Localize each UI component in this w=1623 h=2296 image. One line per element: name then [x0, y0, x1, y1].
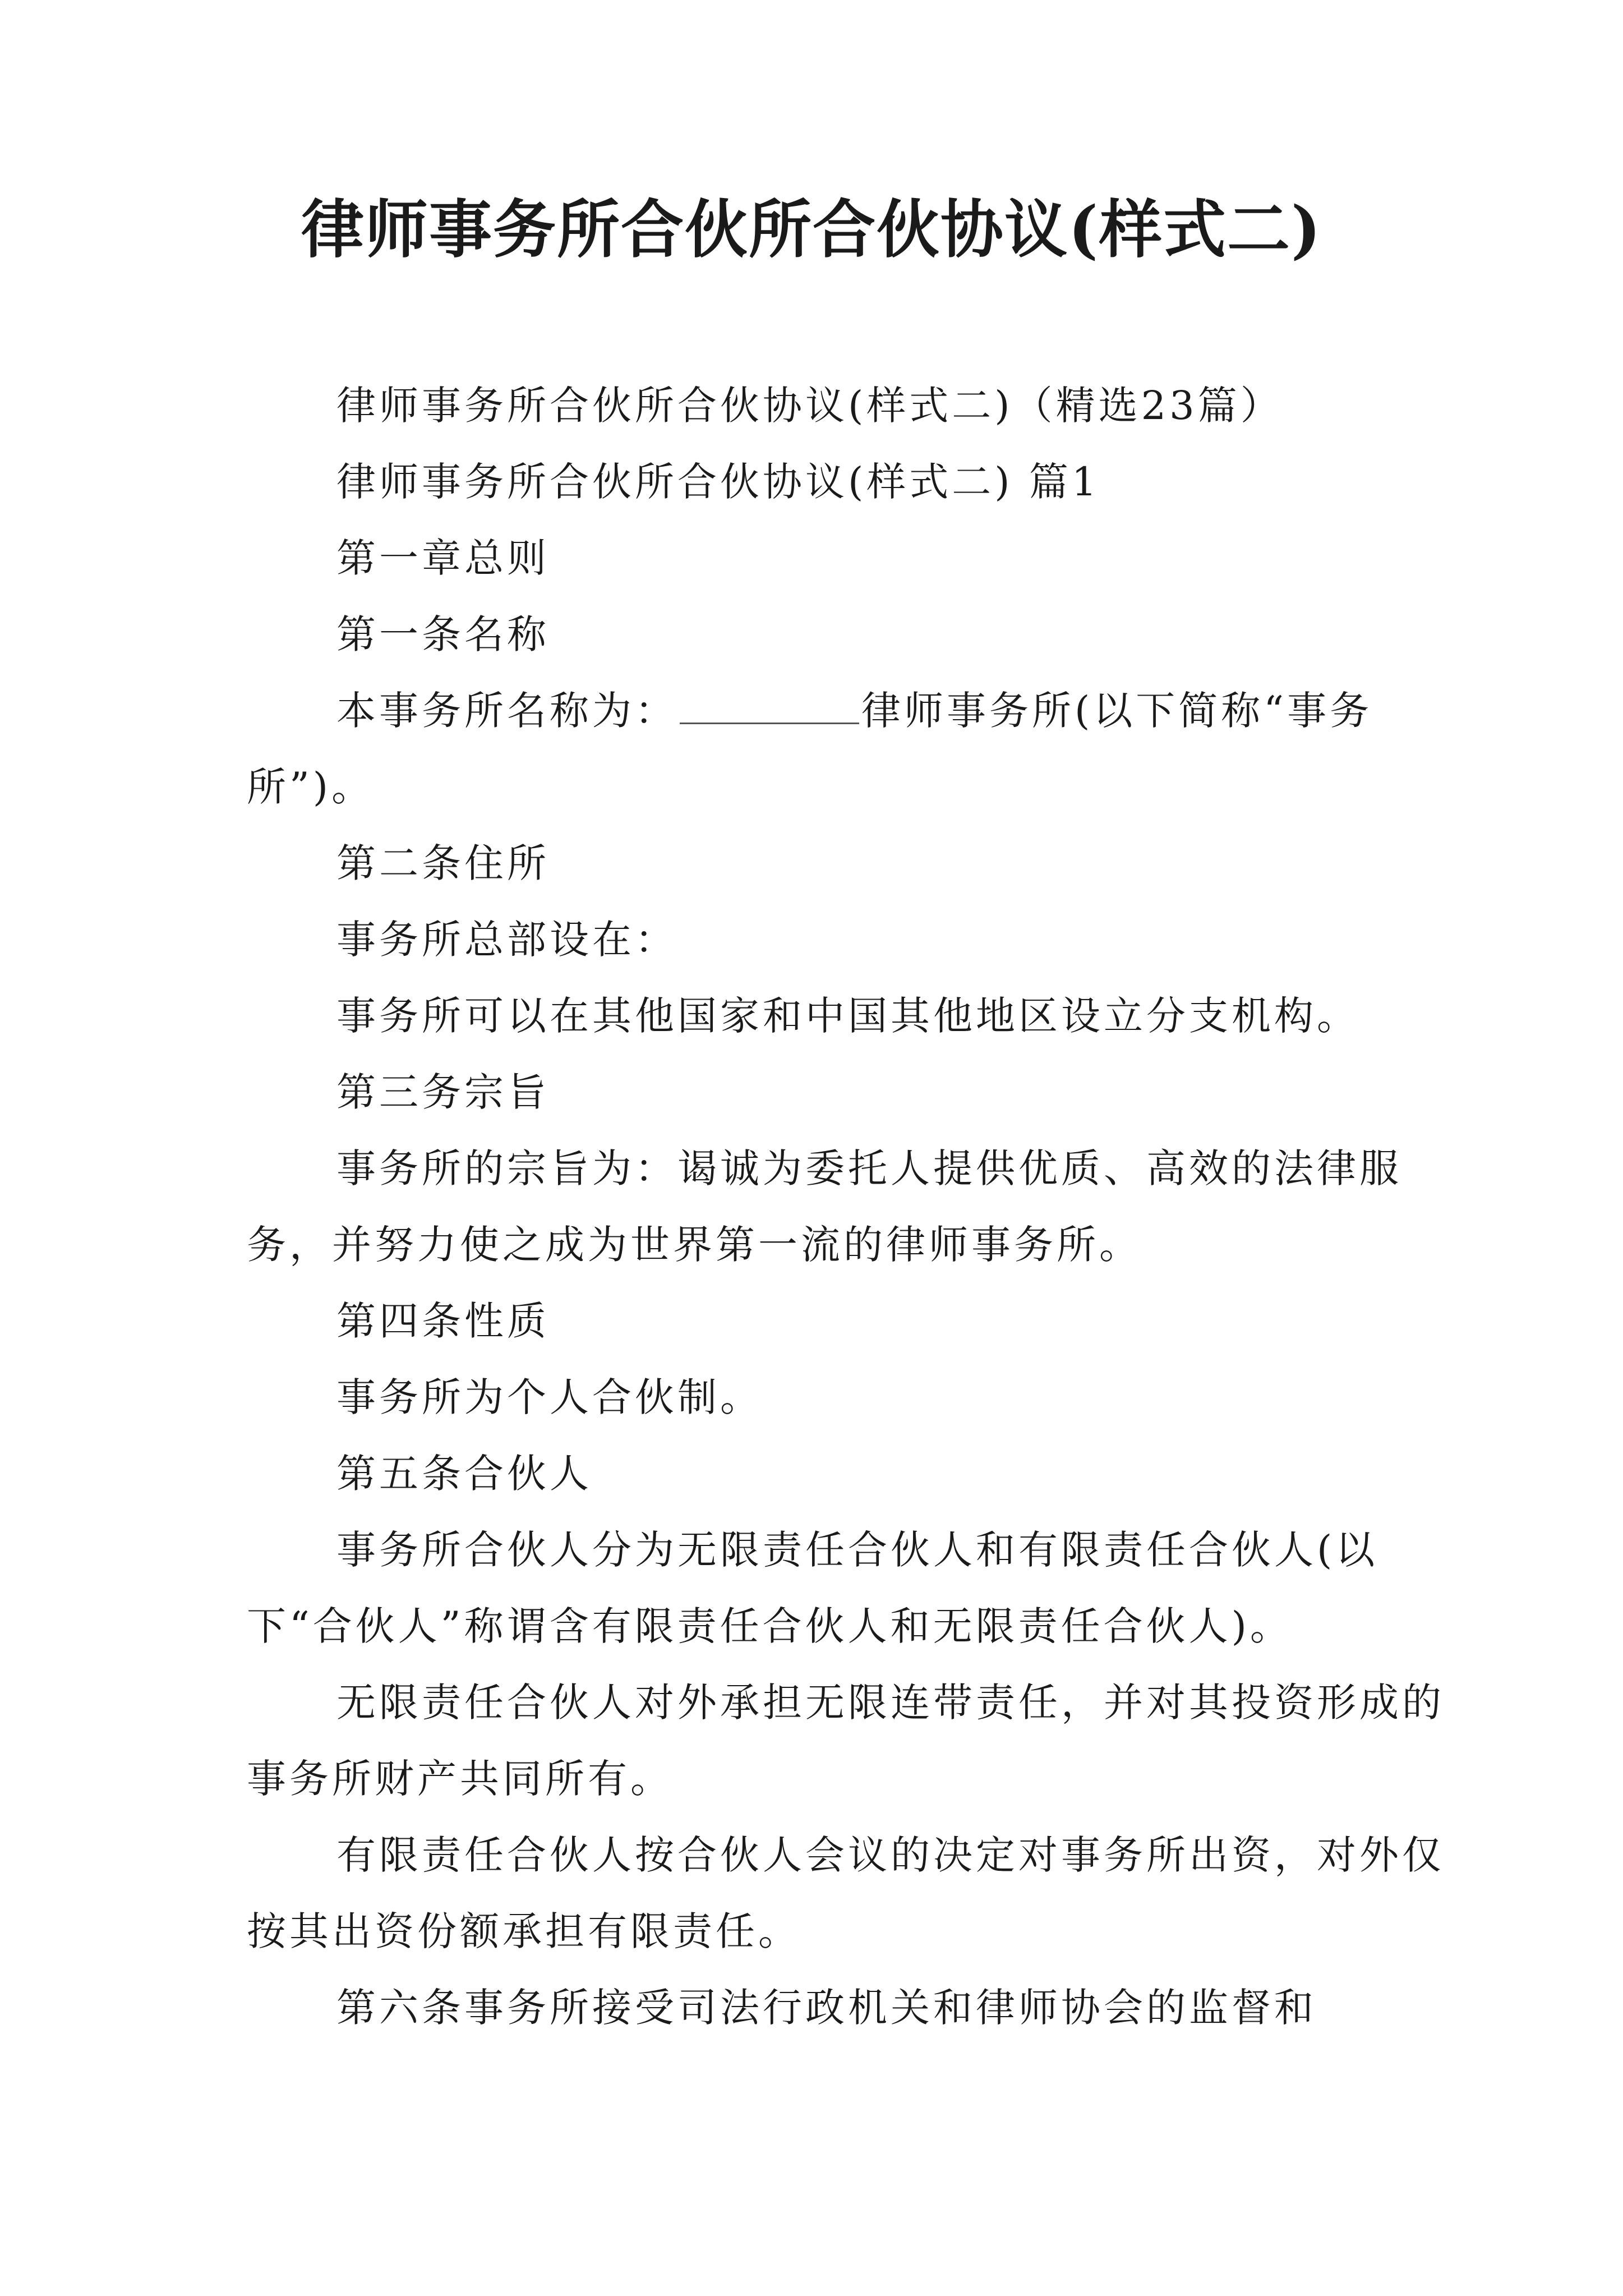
- paragraph: 事务所可以在其他国家和中国其他地区设立分支机构。: [336, 993, 1359, 1039]
- paragraph: 第二条住所: [336, 840, 550, 886]
- paragraph: 第一条名称: [336, 611, 550, 657]
- name-blank-line: [680, 691, 859, 724]
- paragraph: 第五条合伙人: [336, 1451, 592, 1497]
- name-clause-suffix: 律师事务所(以下简称“事务所”)。: [247, 688, 1373, 810]
- paragraph: 第三务宗旨: [336, 1069, 550, 1115]
- name-clause-paragraph: [247, 673, 1453, 825]
- name-clause-prefix: 本事务所名称为：: [336, 688, 677, 734]
- document-title: 律师事务所合伙所合伙协议(样式二): [301, 193, 1322, 266]
- paragraph: 第四条性质: [336, 1298, 550, 1344]
- paragraph: 第一章总则: [336, 535, 550, 581]
- paragraph: 事务所为个人合伙制。: [336, 1374, 763, 1420]
- paragraph: 律师事务所合伙所合伙协议(样式二) 篇1: [336, 459, 1100, 505]
- paragraph: 有限责任合伙人按合伙人会议的决定对事务所出资，对外仅按其出资份额承担有限责任。: [247, 1832, 1445, 1954]
- paragraph: 事务所的宗旨为：谒诚为委托人提供优质、高效的法律服务，并努力使之成为世界第一流的律师事务所。: [247, 1145, 1402, 1268]
- paragraph: 事务所合伙人分为无限责任合伙人和有限责任合伙人(以下“合伙人”称谓含有限责任合伙人和无限责任合伙人)。: [247, 1527, 1378, 1649]
- paragraph: 律师事务所合伙所合伙协议(样式二)（精选23篇）: [336, 383, 1283, 429]
- paragraph: 第六条事务所接受司法行政机关和律师协会的监督和: [336, 1985, 1317, 2031]
- paragraph: 无限责任合伙人对外承担无限连带责任，并对其投资形成的事务所财产共同所有。: [247, 1680, 1445, 1802]
- paragraph: 事务所总部设在：: [336, 917, 677, 963]
- document-body: [247, 367, 1453, 2046]
